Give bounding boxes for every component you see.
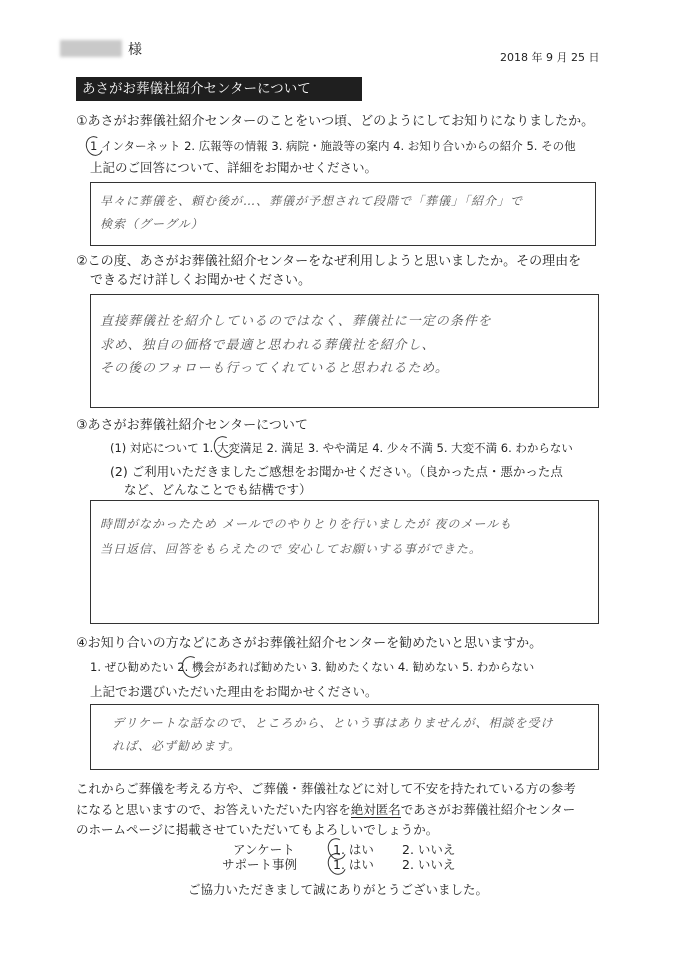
q3-answer-line1: 時間がなかったため メールでのやりとりを行いましたが 夜のメールも (100, 517, 513, 531)
survey-yes: 1. はい (333, 842, 374, 857)
support-no: 2. いいえ (402, 857, 456, 872)
closing-line2-post: であさがお葬儀社紹介センター (400, 802, 576, 817)
q1-answer-circle (83, 134, 106, 159)
q4-answer-line1: デリケートな話なので、ところから、という事はありませんが、相談を受け (112, 716, 554, 730)
q1-answer-line2: 検索（グーグル） (100, 217, 204, 231)
q4-answer-circle (179, 653, 204, 680)
q2-answer-line1: 直接葬儀社を紹介しているのではなく、葬儀社に一定の条件を (100, 314, 492, 329)
q3-answer-circle (211, 433, 236, 460)
closing-line1: これからご葬儀を考える方や、ご葬儀・葬儀社などに対して不安を持たれている方の参考 (76, 781, 576, 796)
q2-answer-line3: その後のフォローも行ってくれていると思われるため。 (100, 361, 449, 376)
q4-question: ④お知り合いの方などにあさがお葬儀社紹介センターを勧めたいと思いますか。 (76, 636, 543, 651)
q2-question-line1: ②この度、あさがお葬儀社紹介センターをなぜ利用しようと思いましたか。その理由を (76, 254, 582, 269)
document-date: 2018 年 9 月 25 日 (500, 51, 600, 64)
title-bar-text: あさがお葬儀社紹介センターについて (82, 81, 311, 97)
closing-line2-pre: になると思いますので、お答えいただいた内容を (76, 802, 351, 817)
support-label: サポート事例 (222, 857, 298, 872)
honorific: 様 (128, 42, 142, 58)
q1-question: ①あさがお葬儀社紹介センターのことをいつ頃、どのようにしてお知りになりましたか。 (76, 114, 595, 129)
q3-answer-line2: 当日返信、回答をもらえたので 安心してお願いする事ができた。 (100, 542, 482, 556)
closing-line2-emph: 絶対匿名 (350, 802, 401, 817)
support-yes: 1. はい (333, 857, 374, 872)
q2-question-line2: できるだけ詳しくお聞かせください。 (90, 273, 312, 288)
survey-label: アンケート (233, 842, 295, 857)
q4-followup: 上記でお選びいただいた理由をお聞かせください。 (90, 684, 378, 699)
q3-sub2-line1: (2) ご利用いただきましたご感想をお聞かせください。（良かった点・悪かった点 (110, 464, 563, 479)
q2-answer-line2: 求め、独自の価格で最適と思われる葬儀社を紹介し、 (100, 338, 436, 353)
q1-options: 1 インターネット 2. 広報等の情報 3. 病院・施設等の案内 4. お知り合いからの紹介 5. その他 (90, 139, 576, 153)
q1-followup: 上記のご回答について、詳細をお聞かせください。 (90, 160, 378, 175)
q3-question: ③あさがお葬儀社紹介センターについて (76, 418, 308, 433)
q3-sub2-line2: など、どんなことでも結構です） (124, 482, 312, 497)
q4-options: 1. ぜひ勧めたい 2. 機会があれば勧めたい 3. 勧めたくない 4. 勧めない 5. わからない (90, 660, 535, 674)
q1-answer-line1: 早々に葬儀を、頼む後が…、葬儀が予想されて段階で「葬儀」「紹介」で (100, 194, 524, 208)
closing-line3: のホームページに掲載させていただいてもよろしいでしょうか。 (76, 822, 439, 837)
q4-answer-line2: れば、必ず勧めます。 (112, 739, 242, 753)
closing-line2 (76, 802, 575, 818)
survey-no: 2. いいえ (402, 842, 456, 857)
thanks-message: ご協力いただきまして誠にありがとうございました。 (188, 882, 489, 897)
redacted-name (60, 40, 122, 57)
q3-sub1-options: (1) 対応について 1. 大変満足 2. 満足 3. やや満足 4. 少々不満 5. 大変不満 6. わからない (110, 441, 573, 455)
